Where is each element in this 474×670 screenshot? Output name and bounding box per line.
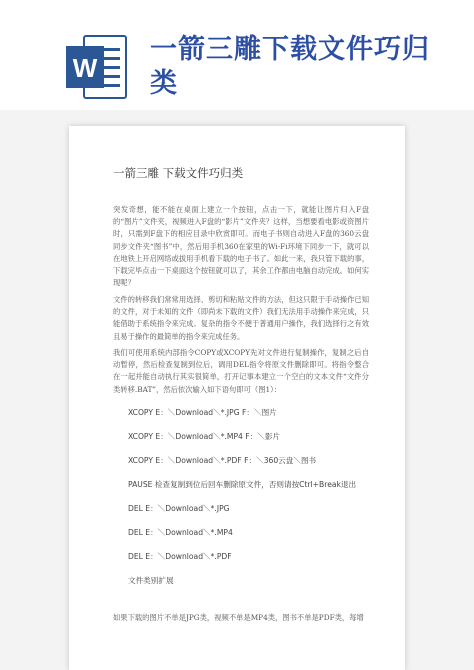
command-line: XCOPY E：＼Download＼*.MP4 F：＼影片 [128, 432, 281, 441]
word-document-icon [62, 32, 130, 102]
banner-title-line-2: 类 [150, 68, 178, 99]
word-icon-letter: W [72, 53, 98, 83]
command-line: PAUSE 检查复制到位后回车删除原文件，否则请按Ctrl+Break退出 [128, 480, 357, 489]
command-line: DEL E：＼Download＼*.JPG [128, 504, 230, 513]
paragraph-last-line: 如果下载的图片不单是JPG类，视频不单是MP4类，图书不单是PDF类，每增 [113, 613, 364, 622]
command-line: DEL E：＼Download＼*.PDF [128, 552, 232, 561]
document-banner [0, 0, 474, 110]
command-line: DEL E：＼Download＼*.MP4 [128, 528, 233, 537]
command-line: XCOPY E：＼Download＼*.JPG F：＼图片 [128, 408, 277, 417]
paragraph-2: 文件的转移我们常常用选择、剪切和粘贴文件的方法，但这只限于手动操作已知的文件，对于未知的文件（即尚未下载的文件）我们无法用手动操作来完成，只能借助于系统指令来完成。复杂的指令不便于普通用户操作，我们选择行之有效且易于操作的最简单的指令来完成任务。 [113, 295, 369, 341]
banner-title-line-1: 一箭三雕下载文件巧归 [150, 34, 430, 65]
command-line: XCOPY E：＼Download＼*.PDF F：＼360云盘＼图书 [128, 456, 317, 465]
command-line: 文件类别扩展 [128, 576, 174, 585]
paragraph-1: 突发奇想，能不能在桌面上建立一个按钮，点击一下，就能让图片归入F盘的“图片”文件夹，视频进入F盘的“影片”文件夹？这样，当想要看电影或资图片时，只需到F盘下的相应目录中欣赏即可。而电子书则自动进入F盘的360云盘同步文件夹“图书”中，然后用手机360在家里的Wi-Fi环境下同步一下，就可以在地铁上开启网络或拔用手机看下载的电子书了。如此一来，我只管下载的事，下载完毕点击一下桌面这个按钮就可以了，其余工作都由电脑自动完成。如何实现呢？ [113, 205, 369, 288]
document-title: 一箭三雕 下载文件巧归类 [113, 166, 244, 180]
paragraph-3: 我们可使用系统内部指令COPY或XCOPY先对文件进行复制操作，复制之后自动暂停，然后检查复制到位后，调用DEL指令将原文件删除即可。将指令整合在一起并能自动执行其实很简单，打开记事本建立一个空白的文本文件“文件分类转移.BAT”，然后依次输入如下语句即可（图1）： [113, 348, 369, 394]
document-page [69, 126, 405, 670]
